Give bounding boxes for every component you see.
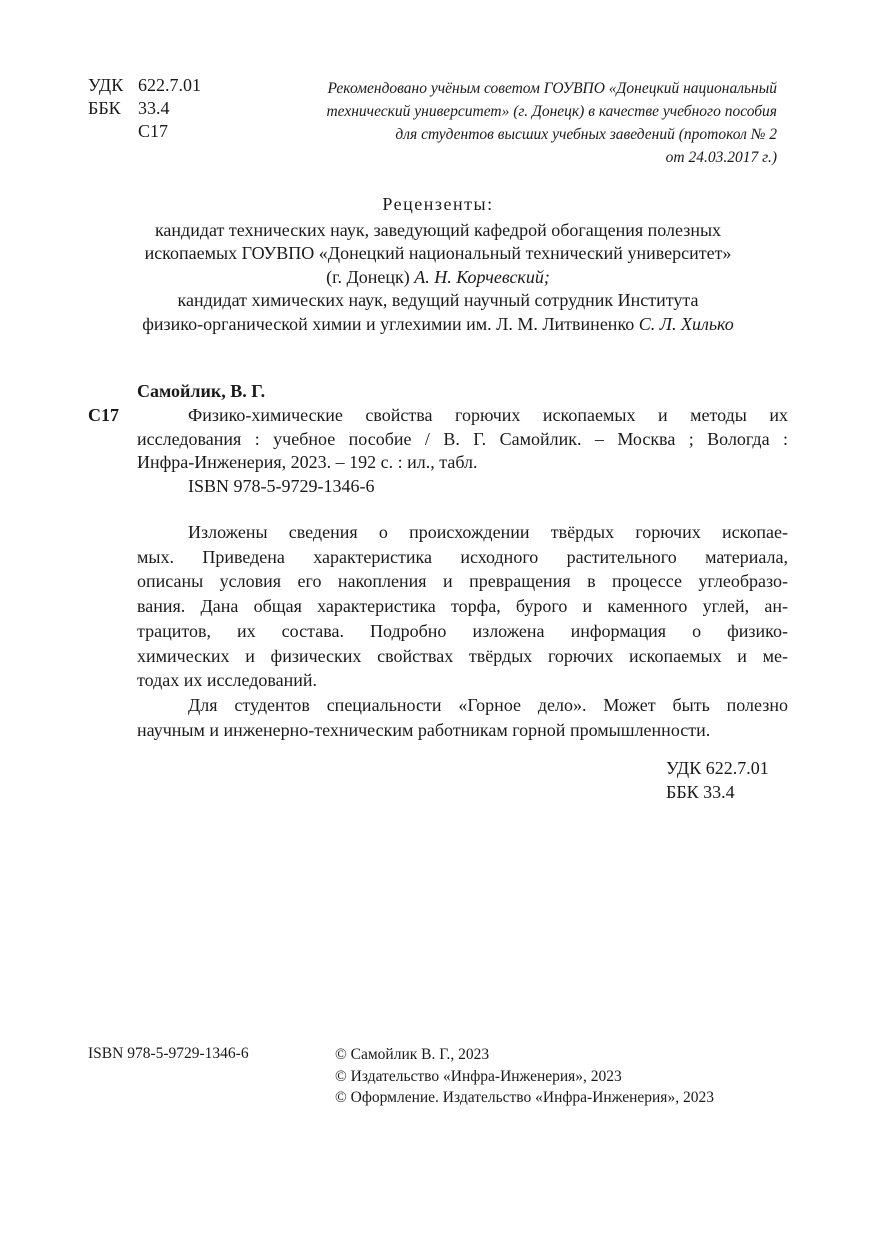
copyright-line: © Издательство «Инфра-Инженерия», 2023 — [335, 1067, 622, 1085]
bbk-row — [88, 97, 201, 120]
annotation-line: мых. Приведена характеристика исходного растительного материала, — [137, 546, 788, 567]
record-author-mark: С17 — [88, 405, 119, 425]
reviewer-2-name: С. Л. Хилько — [638, 313, 734, 334]
annotation-line: Изложены сведения о происхождении твёрдых горючих ископае- — [188, 522, 788, 542]
record-line: Инфра-Инженерия, 2023. – 192 с. : ил., табл. — [137, 452, 478, 472]
reviewer-1-city: (г. Донецк) — [326, 266, 410, 287]
author-mark-row — [88, 120, 201, 143]
copyright-line: © Оформление. Издательство «Инфра-Инженерия», 2023 — [335, 1089, 714, 1106]
classification-bottom — [666, 756, 769, 804]
copyright-block — [335, 1044, 714, 1109]
reviewer-1-name: А. Н. Корчевский; — [414, 266, 550, 287]
annotation — [137, 520, 788, 742]
reviewer-2-line: кандидат химических наук, ведущий научный сотрудник Института — [177, 290, 699, 310]
record-author: Самойлик, В. Г. — [137, 381, 266, 401]
recommendation-line: Рекомендовано учёным советом ГОУВПО «Донецкий национальный — [327, 80, 777, 97]
footer-isbn: ISBN 978-5-9729-1346-6 — [88, 1045, 249, 1062]
record-line: Физико-химические свойства горючих ископаемых и методы их — [188, 405, 788, 425]
record-isbn: ISBN 978-5-9729-1346-6 — [188, 475, 375, 496]
udk-bottom: УДК 622.7.01 — [666, 758, 769, 778]
annotation-line: химических и физических свойствах твёрдых горючих ископаемых и ме- — [137, 645, 788, 666]
bbk-value: 33.4 — [138, 98, 170, 118]
reviewers-block — [88, 193, 788, 336]
reviewers-heading: Рецензенты: — [382, 194, 494, 214]
annotation-line: научным и инженерно-техническим работникам горной промышленности. — [137, 719, 711, 740]
annotation-line: описаны условия его накопления и превращения в процессе углеобразо- — [137, 571, 788, 592]
author-mark-label — [88, 120, 138, 143]
annotation-line: Для студентов специальности «Горное дело». Может быть полезно — [188, 694, 788, 715]
recommendation-note — [237, 77, 777, 169]
bbk-label: ББК — [88, 98, 121, 118]
annotation-line: вания. Дана общая характеристика торфа, бурого и каменного углей, ан- — [137, 596, 788, 617]
record-line: исследования : учебное пособие / В. Г. Самойлик. – Москва ; Вологда : — [137, 428, 788, 449]
reviewer-1-line — [88, 266, 788, 290]
annotation-line: трацитов, их состава. Подробно изложена информация о физико- — [137, 620, 788, 641]
udk-row — [88, 74, 201, 97]
reviewer-2-line — [88, 313, 788, 337]
annotation-line: тодах их исследований. — [137, 670, 318, 691]
author-mark-value: С17 — [138, 121, 169, 141]
udk-value: 622.7.01 — [138, 75, 201, 95]
bbk-bottom: ББК 33.4 — [666, 782, 735, 802]
recommendation-line: для студентов высших учебных заведений (протокол № 2 — [395, 126, 777, 143]
classification-block — [88, 74, 201, 143]
reviewer-1-line: ископаемых ГОУВПО «Донецкий национальный технический университет» — [144, 243, 732, 263]
reviewer-2-institute: физико-органической химии и углехимии им. Л. М. Литвиненко — [142, 313, 635, 334]
recommendation-line: технический университет» (г. Донецк) в качестве учебного пособия — [326, 103, 777, 120]
reviewer-1-line: кандидат технических наук, заведующий кафедрой обогащения полезных — [154, 219, 722, 240]
bibliographic-record — [137, 404, 788, 498]
udk-label: УДК — [88, 75, 124, 95]
recommendation-line: от 24.03.2017 г.) — [665, 149, 777, 166]
copyright-line: © Самойлик В. Г., 2023 — [335, 1046, 490, 1063]
